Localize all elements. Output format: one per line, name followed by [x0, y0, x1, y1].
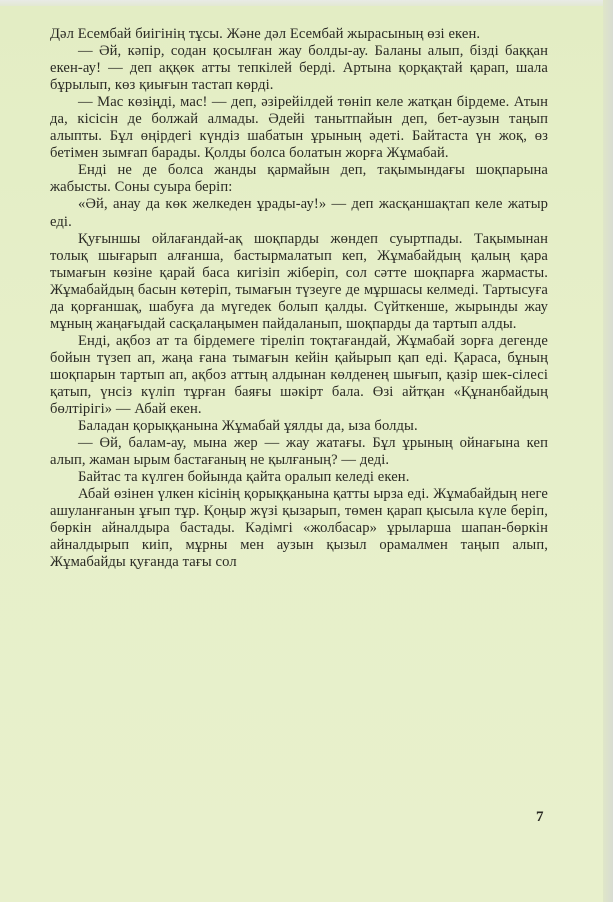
- scan-right-edge: [603, 0, 613, 902]
- paragraph: — Мас көзіңді, мас! — деп, әзірейілдей төніп келе жатқан бірдеме. Атын да, кісісін де болжай алмады. Әдейі танытпайын деп, бет-аузын таңып алыпты. Бұл өңірдегі күндіз шабатын ұрының әдеті. Байтаста үн жоқ, өз бетімен зымғап барады. Қолды болса болатын жорға Жұмабай.: [50, 94, 548, 162]
- paragraph: Енді не де болса жанды қармайын деп, тақымындағы шоқпарына жабысты. Соны суыра беріп:: [50, 162, 548, 196]
- paragraph: Қуғыншы ойлағандай-ақ шоқпарды жөндеп суыртпады. Тақымынан толық шығарып алғанша, бастырмалатып кеп, Жұмабайдың қалың қара тымағын көзіне қарай баса кигізіп жіберіп, сол сәтте шоқпарға жармасты. Жұмабайдың басын көтеріп, тымағын түзеуге де мұршасы келмеді. Тартысуға да қорғаншақ, шабуға да мүгедек болып қалды. Сүйткенше, жырынды жау мұның жаңағыдай сасқалаңымен пайдаланып, шоқпарды да тартып алды.: [50, 230, 548, 332]
- paragraph: Баладан қорыққанына Жұмабай ұялды да, ыза болды.: [78, 418, 418, 435]
- paragraph: Абай өзінен үлкен кісінің қорыққанына қатты ырза еді. Жұмабайдың неге ашуланғанын ұғып тұр. Қоңыр жүзі қызарып, төмен қарап қысыла күле беріп, бөркін айналдыра бастады. Кәдімгі «жолбасар» ұрыларша шапан-бөркін айналдырып киіп, мұрны мен аузын қызыл орамалмен таңып алып, Жұмабайды қуғанда тағы сол: [50, 486, 548, 571]
- page-number: 7: [536, 809, 544, 825]
- paragraph: Енді, ақбоз ат та бірдемеге тіреліп тоқтағандай, Жұмабай зорға дегенде бойын түзеп ап, жаңа ғана тымағын кейін қайырып қап еді. Қараса, бұның шоқпарын тартып ап, ақбоз аттың алдынан көлденең шығып, қазір шек-сілесі қатып, үнсіз күліп тұрған баяғы шәкірт бала. Өзі айтқан «Құнанбайдың бөлтірігі» — Абай екен.: [50, 332, 548, 418]
- paragraph: «Әй, анау да көк желкеден ұрады-ау!» — деп жасқаншақтап келе жатыр еді.: [50, 196, 548, 230]
- paragraph: — Өй, балам-ау, мына жер — жау жатағы. Бұл ұрының ойнағына кеп алып, жаман ырым бастағаның не қылғаның? — деді.: [50, 435, 548, 469]
- paragraph: Байтас та күлген бойында қайта оралып келеді екен.: [78, 469, 410, 486]
- body-text: [50, 26, 548, 572]
- book-page: [0, 6, 604, 902]
- paragraph: Дәл Есембай биігінің тұсы. Және дәл Есембай жырасының өзі екен.: [50, 26, 481, 42]
- paragraph: — Әй, кәпір, содан қосылған жау болды-ау. Баланы алып, бізді баққан екен-ау! — деп аққөк атты тепкілей берді. Артына қорқақтай қарап, шала бұрылып, көз қиығын тастап көрді.: [50, 43, 548, 94]
